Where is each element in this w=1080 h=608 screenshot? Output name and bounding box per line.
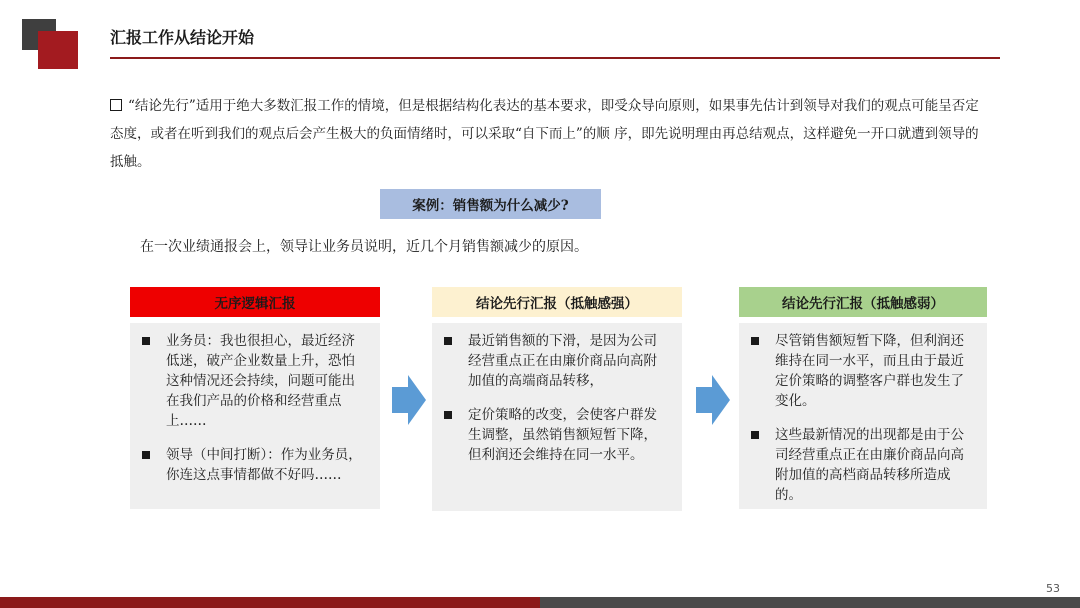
square-bullet-icon — [442, 331, 458, 339]
title-divider — [110, 57, 1000, 59]
column-header-strong-resistance: 结论先行汇报（抵触感强） — [432, 287, 682, 317]
column-header-unordered: 无序逻辑汇报 — [130, 287, 380, 317]
column-box-weak-resistance — [739, 323, 987, 509]
column-box-strong-resistance — [432, 323, 682, 511]
footer-bar-left — [0, 597, 540, 608]
page-number: 53 — [1046, 582, 1060, 595]
square-bullet-icon — [749, 331, 765, 339]
footer-bar-right — [540, 597, 1080, 608]
list-item: 领导（中间打断）：作为业务员，你连这点事情都做不好吗…… — [140, 445, 368, 485]
right-arrow-icon — [392, 375, 426, 425]
list-item: 尽管销售额短暂下降，但利润还维持在同一水平，而且由于最近定价策略的调整客户群也发生了变化。 — [749, 331, 975, 411]
list-item: 最近销售额的下滑，是因为公司经营重点正在由廉价商品向高附加值的高端商品转移， — [442, 331, 670, 391]
list-item: 定价策略的改变，会使客户群发生调整，虽然销售额短暂下降，但利润还会维持在同一水平。 — [442, 405, 670, 465]
intro-paragraph — [110, 92, 990, 176]
right-arrow-icon — [696, 375, 730, 425]
square-bullet-icon — [749, 425, 765, 433]
square-bullet-icon — [140, 331, 156, 339]
logo — [22, 19, 78, 69]
square-bullet-icon — [442, 405, 458, 413]
logo-square-red — [38, 31, 78, 69]
intro-text: “结论先行”适用于绝大多数汇报工作的情境，但是根据结构化表达的基本要求，即受众导向原则，如果事先估计到领导对我们的观点可能呈否定态度，或者在听到我们的观点后会产生极大的负面情绪时，可以采取“自下而上”的顺 序，即先说明理由再总结观点，这样避免一开口就遭到领导的抵触。 — [110, 98, 979, 170]
page-title: 汇报工作从结论开始 — [110, 28, 255, 47]
column-header-weak-resistance: 结论先行汇报（抵触感弱） — [739, 287, 987, 317]
list-item: 这些最新情况的出现都是由于公司经营重点正在由廉价商品向高附加值的高档商品转移所造成的。 — [749, 425, 975, 505]
column-box-unordered — [130, 323, 380, 509]
list-item: 业务员：我也很担心，最近经济低迷，破产企业数量上升，恐怕这种情况还会持续，问题可能出在我们产品的价格和经营重点上…… — [140, 331, 368, 431]
square-bullet-icon — [140, 445, 156, 453]
case-label: 案例：销售额为什么减少? — [380, 189, 601, 219]
checkbox-bullet-icon — [110, 99, 122, 111]
case-description: 在一次业绩通报会上，领导让业务员说明，近几个月销售额减少的原因。 — [140, 239, 588, 255]
